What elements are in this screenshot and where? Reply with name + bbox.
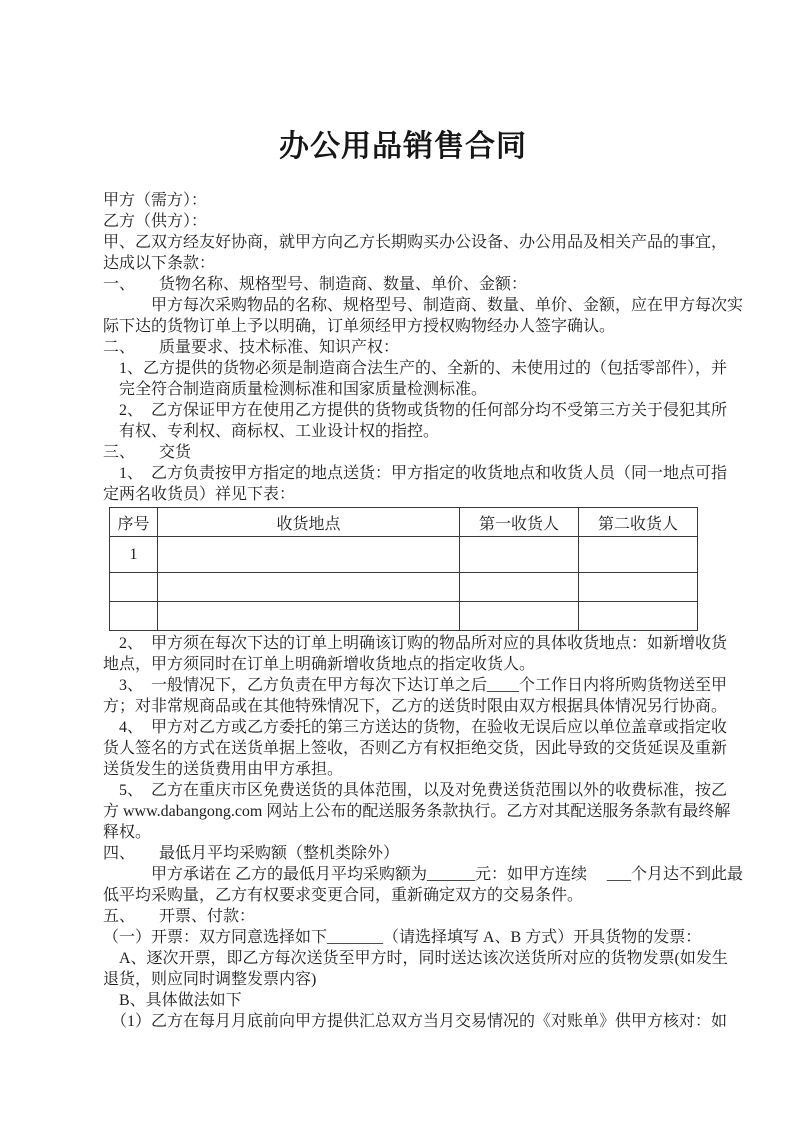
delivery-table-body [110,537,698,631]
table-header-cell: 第二收货人 [579,508,698,537]
table-cell [460,537,579,573]
table-cell [158,602,460,631]
text-line: 5、 乙方在重庆市区免费送货的具体范围，以及对免费送货范围以外的收费标准，按乙 [103,782,728,799]
text-line: 地点，甲方须同时在订单上明确新增收货地点的指定收货人。 [103,656,536,673]
text-line: 1、乙方提供的货物必须是制造商合法生产的、全新的、未使用过的（包括零部件），并 [103,360,728,377]
text-line: （1）乙方在每月月底前向甲方提供汇总双方当月交易情况的《对账单》供甲方核对：如 [103,1013,728,1030]
table-cell [579,602,698,631]
text-line: 甲、乙双方经友好协商，就甲方向乙方长期购买办公设备、办公用品及相关产品的事宜， [103,234,728,251]
table-cell [110,602,158,631]
table-cell [158,537,460,573]
delivery-table [109,507,698,631]
text-line: B、具体做法如下 [103,992,242,1009]
text-line: 方 www.dabangong.com 网站上公布的配送服务条款执行。乙方对其配送服务条款有最终解 [103,803,731,820]
text-line: 有权、专利权、商标权、工业设计权的指控。 [103,423,440,440]
table-cell [460,602,579,631]
table-header-cell: 序号 [110,508,158,537]
table-row [110,537,698,573]
table-cell: 1 [110,537,158,573]
text-line: 乙方（供方）： [103,213,208,230]
text-line: 2、 乙方保证甲方在使用乙方提供的货物或货物的任何部分均不受第三方关于侵犯其所 [103,402,728,419]
text-line: 定两名收货员）祥见下表： [103,486,296,503]
document-title: 办公用品销售合同 [279,130,527,163]
delivery-table-header [110,508,698,537]
table-cell [460,573,579,602]
contract-body-top [103,190,744,505]
text-line: 一、 货物名称、规格型号、制造商、数量、单价、金额： [103,276,528,293]
table-row [110,602,698,631]
text-line: 甲方每次采购物品的名称、规格型号、制造商、数量、单价、金额，应在甲方每次实 [103,297,744,314]
text-line: 际下达的货物订单上予以明确，订单须经甲方授权购物经办人签字确认。 [103,318,616,335]
text-line: A、逐次开票，即乙方每次送货至甲方时，同时送达该次送货所对应的货物发票(如发生 [103,950,728,967]
table-header-cell: 收货地点 [158,508,460,537]
contract-page [103,0,744,1132]
text-line: 1、 乙方负责按甲方指定的地点送货：甲方指定的收货地点和收货人员（同一地点可指 [103,465,728,482]
table-header-cell: 第一收货人 [460,508,579,537]
text-line: 方；对非常规商品或在其他特殊情况下，乙方的送货时限由双方根据具体情况另行协商。 [103,698,728,715]
table-cell [579,573,698,602]
text-line: 甲方（需方）： [103,192,208,209]
text-line: 2、 甲方须在每次下达的订单上明确该订购的物品所对应的具体收货地点：如新增收货 [103,635,728,652]
table-cell [158,573,460,602]
text-line: （一）开票：双方同意选择如下_______（请选择填写 A、B 方式）开具货物的发票： [103,929,702,946]
text-line: 二、 质量要求、技术标准、知识产权： [103,339,400,356]
text-line: 3、 一般情况下，乙方负责在甲方每次下达订单之后____个工作日内将所购货物送至甲 [103,677,728,694]
text-line: 完全符合制造商质量检测标准和国家质量检测标准。 [103,381,488,398]
text-line: 货人签名的方式在送货单据上签收，否则乙方有权拒绝交货，因此导致的交货延误及重新 [103,740,728,757]
text-line: 退货，则应同时调整发票内容) [103,971,317,988]
text-line: 4、 甲方对乙方或乙方委托的第三方送达的货物，在验收无误后应以单位盖章或指定收 [103,719,728,736]
text-line: 低平均采购量，乙方有权要求变更合同，重新确定双方的交易条件。 [103,887,584,904]
text-line: 达成以下条款： [103,255,216,272]
text-line: 送货发生的送货费用由甲方承担。 [103,761,344,778]
text-line: 释权。 [103,824,152,841]
table-cell [110,573,158,602]
text-line: 四、 最低月平均采购额（整机类除外） [103,845,400,862]
table-cell [579,537,698,573]
table-row [110,573,698,602]
text-line: 三、 交货 [103,444,192,461]
text-line: 甲方承诺在 乙方的最低月平均采购额为______元：如甲方连续 ___个月达不到此最 [103,866,744,883]
text-line: 五、 开票、付款： [103,908,256,925]
contract-body-bottom [103,633,744,1032]
